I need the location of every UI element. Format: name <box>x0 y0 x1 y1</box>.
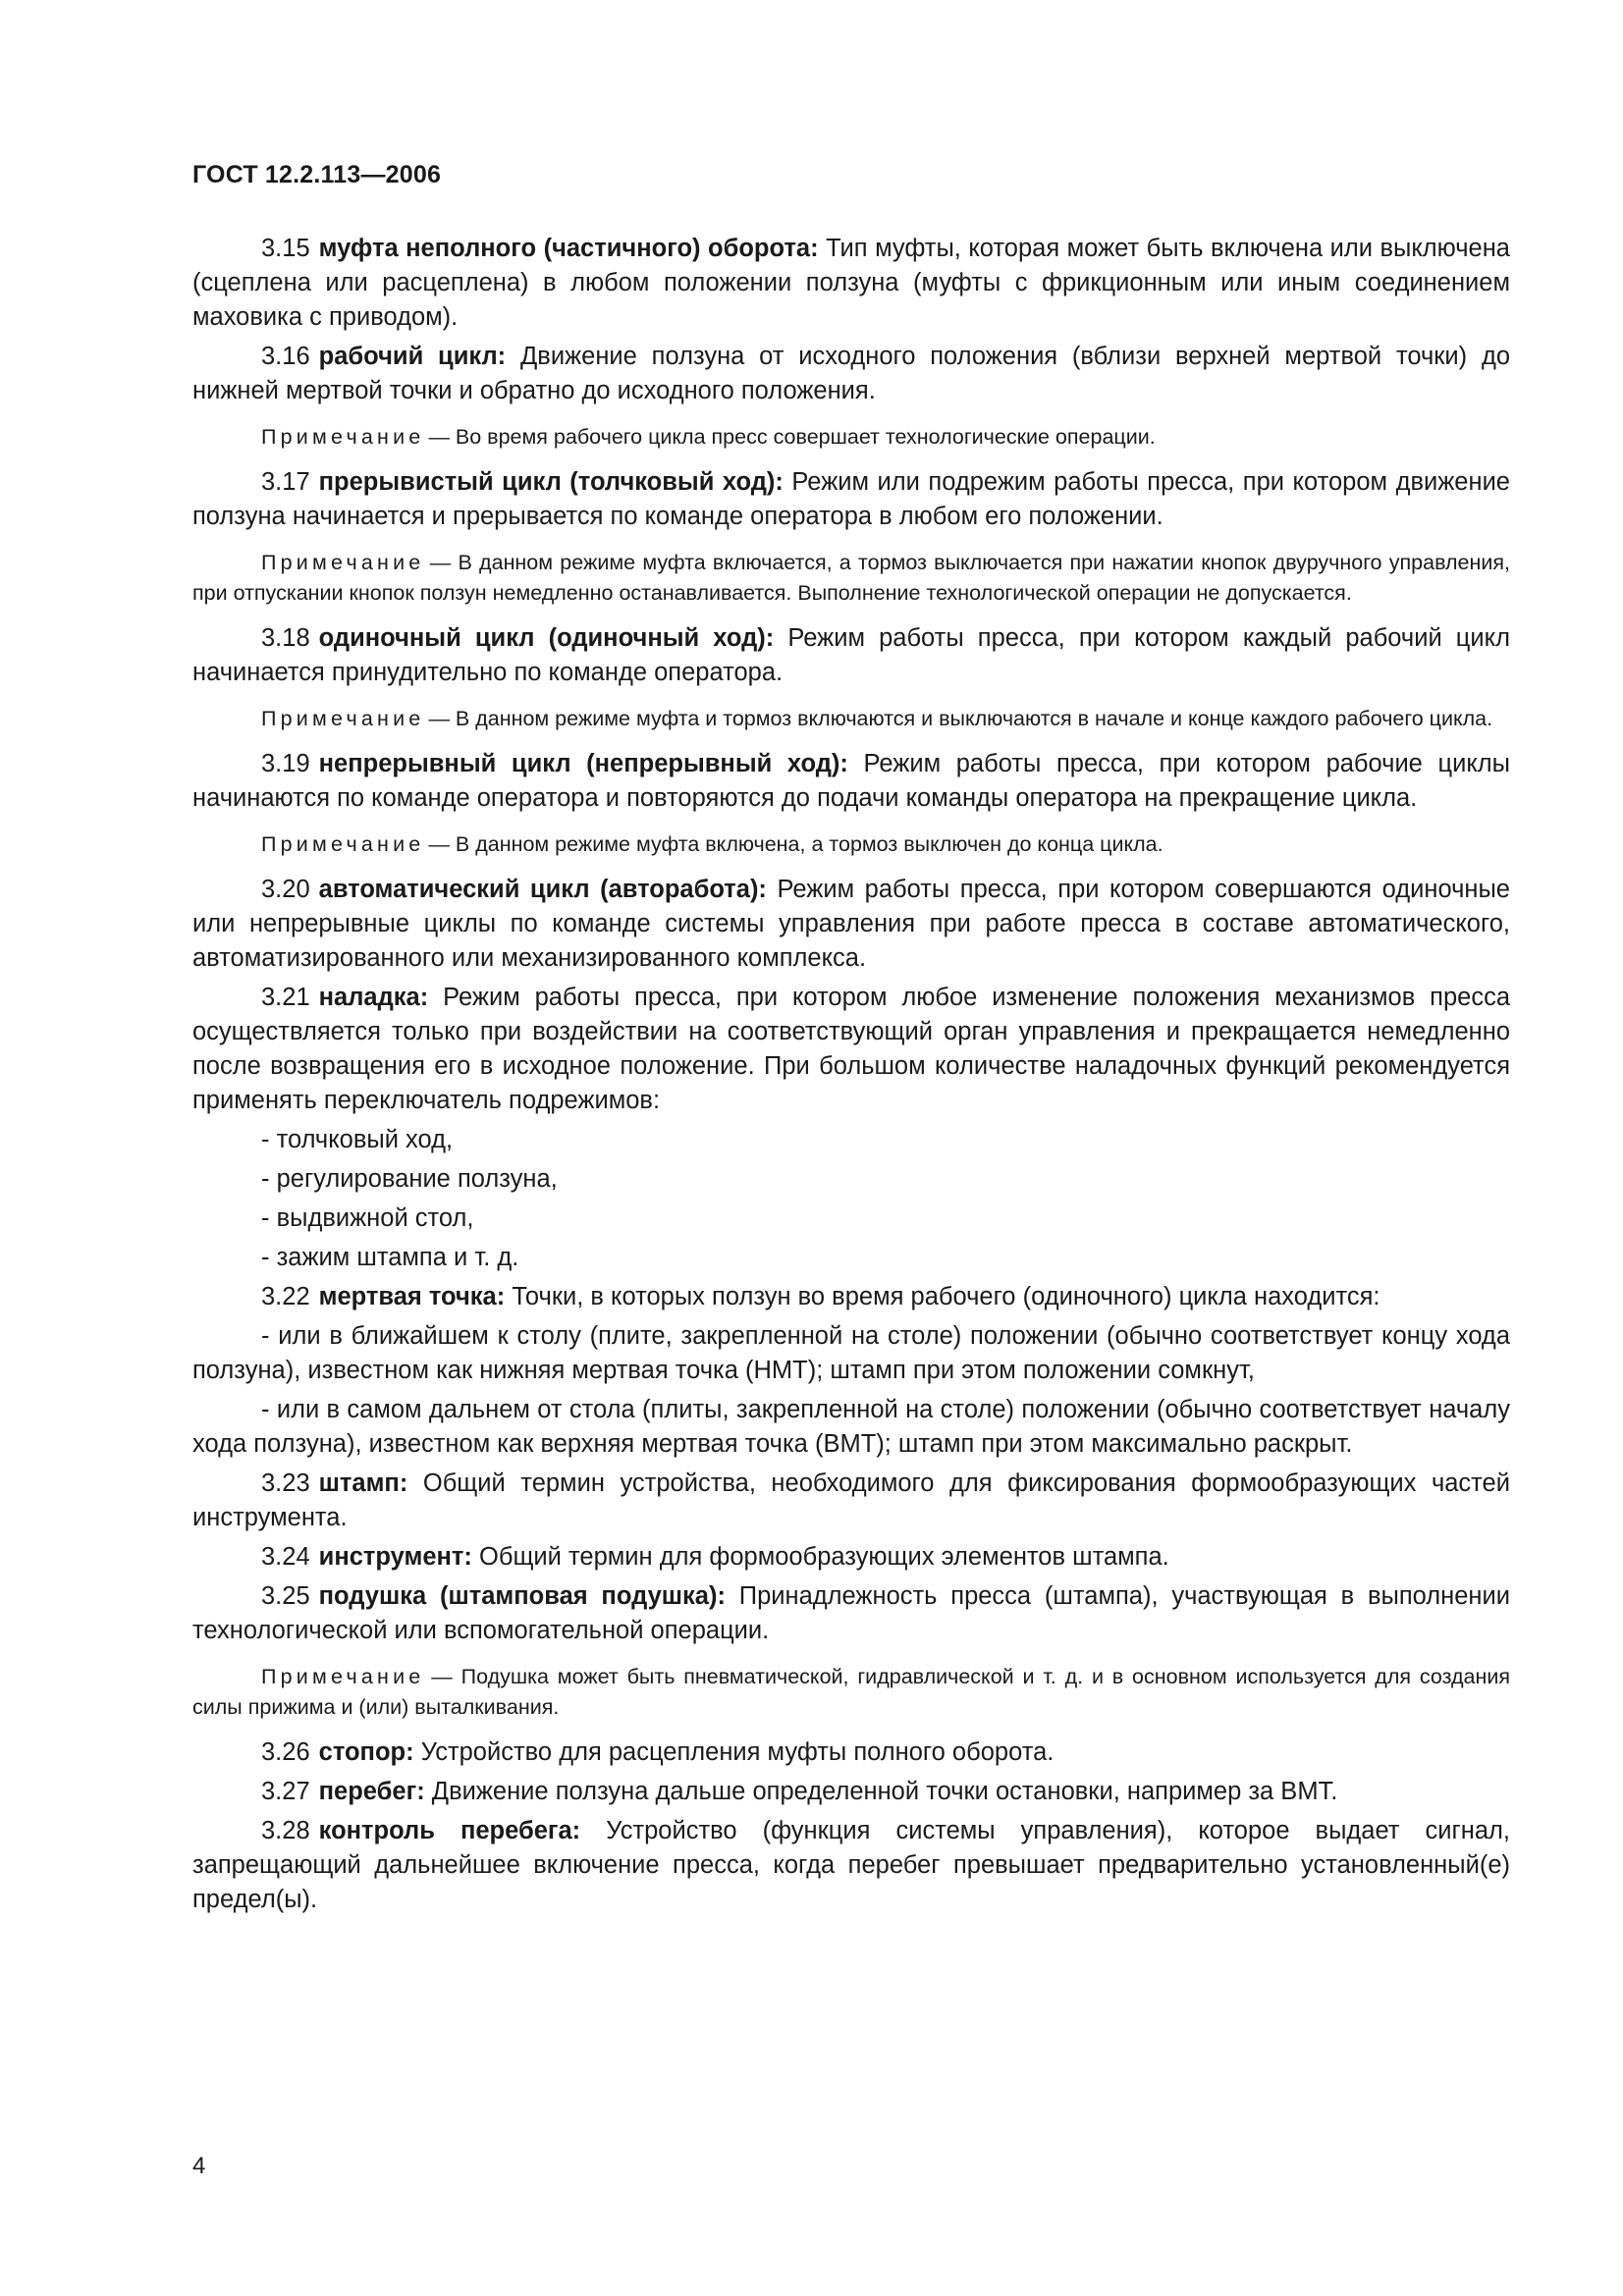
note-text: — Подушка может быть пневматической, гидравлической и т. д. и в основном используется для создания силы прижима и (или) выталкивания. <box>192 1665 1510 1719</box>
term: подушка (штамповая подушка): <box>318 1582 726 1610</box>
clause-number: 3.15 <box>261 235 310 262</box>
clause-number: 3.19 <box>261 750 310 777</box>
definition-text: Тип муфты, которая может быть включена или выключена (сцеплена или расцеплена) в любом положении ползуна (муфты с фрикционным или иным соединением маховика с приводом). <box>192 235 1510 331</box>
note-label: Примечание <box>261 707 425 730</box>
note-text: — В данном режиме муфта и тормоз включаются и выключаются в начале и конце каждого рабочего цикла. <box>428 707 1493 730</box>
definition-text: Режим работы пресса, при котором рабочие циклы начинаются по команде оператора и повторяются до подачи команды оператора на прекращение цикла. <box>192 750 1510 812</box>
definition-text: Принадлежность пресса (штампа), участвующая в выполнении технологической или вспомогательной операции. <box>192 1582 1510 1644</box>
paragraph: - или в самом дальнем от стола (плиты, закрепленной на столе) положении (обычно соответствует началу хода ползуна), известном как верхняя мертвая точка (ВМТ); штамп при этом максимально раскрыт. <box>192 1396 1510 1458</box>
term: наладка: <box>318 984 429 1011</box>
term: прерывистый цикл (толчковый ход): <box>318 468 784 496</box>
clause-number: 3.17 <box>261 468 310 496</box>
clause-number: 3.28 <box>261 1817 310 1844</box>
term-definition-3-27 <box>192 1775 1510 1809</box>
definition-text: Устройство для расцепления муфты полного оборота. <box>420 1738 1055 1766</box>
term-definition-3-22 <box>192 1280 1510 1314</box>
note-3-17 <box>192 548 1510 609</box>
note-text: — В данном режиме муфта включается, а тормоз выключается при нажатии кнопок двуручного управления, при отпускании кнопок ползун немедленно останавливается. Выполнение технологической операции не допускается. <box>192 551 1511 605</box>
definition-text: Режим работы пресса, при котором совершаются одиночные или непрерывные циклы по команде системы управления при работе пресса в составе автоматического, автоматизированного или механизированного комплекса. <box>192 876 1510 972</box>
term: перебег: <box>318 1778 425 1805</box>
document-header: ГОСТ 12.2.113—2006 <box>192 161 442 188</box>
list-item: - выдвижной стол, <box>261 1204 474 1232</box>
term: мертвая точка: <box>318 1283 506 1310</box>
term-definition-3-20 <box>192 873 1510 976</box>
term: инструмент: <box>318 1543 472 1571</box>
term: стопор: <box>318 1738 414 1766</box>
definition-text: Движение ползуна дальше определенной точки остановки, например за ВМТ. <box>431 1778 1338 1805</box>
clause-number: 3.16 <box>261 343 310 370</box>
term: непрерывный цикл (непрерывный ход): <box>318 750 848 777</box>
term-definition-3-21 <box>192 981 1510 1118</box>
term: рабочий цикл: <box>318 343 507 370</box>
clause-number: 3.22 <box>261 1283 310 1310</box>
term: контроль перебега: <box>318 1817 581 1844</box>
clause-number: 3.24 <box>261 1543 310 1571</box>
note-label: Примечание <box>261 1665 425 1688</box>
term: штамп: <box>318 1469 408 1497</box>
clause-number: 3.26 <box>261 1738 310 1766</box>
definition-text: Устройство (функция системы управления), которое выдает сигнал, запрещающий дальнейшее включение пресса, когда перебег превышает предварительно установленный(е) предел(ы). <box>192 1817 1511 1913</box>
term-definition-3-16 <box>192 340 1510 408</box>
clause-number: 3.18 <box>261 624 310 652</box>
note-text: — В данном режиме муфта включена, а тормоз выключен до конца цикла. <box>428 832 1163 856</box>
note-label: Примечание <box>261 832 425 856</box>
term: одиночный цикл (одиночный ход): <box>318 624 775 652</box>
term-definition-3-17 <box>192 465 1510 534</box>
term-definition-3-28 <box>192 1814 1510 1917</box>
definition-text: Общий термин устройства, необходимого для фиксирования формообразующих частей инструмента. <box>192 1469 1510 1531</box>
note-3-25 <box>192 1662 1510 1723</box>
term: автоматический цикл (авторабота): <box>318 876 767 903</box>
document-body <box>192 232 1510 1922</box>
term-definition-3-19 <box>192 747 1510 816</box>
page-number: 4 <box>192 2153 206 2179</box>
note-label: Примечание <box>261 551 425 574</box>
term-definition-3-23 <box>192 1467 1510 1535</box>
term-definition-3-25 <box>192 1579 1510 1648</box>
definition-text: Движение ползуна от исходного положения (вблизи верхней мертвой точки) до нижней мертвой точки и обратно до исходного положения. <box>192 343 1511 404</box>
clause-number: 3.20 <box>261 876 310 903</box>
note-3-19 <box>192 829 1510 860</box>
note-3-18 <box>192 704 1510 734</box>
clause-number: 3.25 <box>261 1582 310 1610</box>
clause-number: 3.23 <box>261 1469 310 1497</box>
note-label: Примечание <box>261 425 425 449</box>
definition-text: Режим работы пресса, при котором каждый рабочий цикл начинается принудительно по команде оператора. <box>192 624 1510 686</box>
term-definition-3-18 <box>192 621 1510 690</box>
list-item: - регулирование ползуна, <box>261 1165 558 1193</box>
definition-text: Режим или подрежим работы пресса, при котором движение ползуна начинается и прерывается по команде оператора в любом его положении. <box>192 468 1510 530</box>
clause-number: 3.27 <box>261 1778 310 1805</box>
term-definition-3-26 <box>192 1735 1510 1770</box>
clause-number: 3.21 <box>261 984 310 1011</box>
note-3-16 <box>192 422 1510 453</box>
definition-text: Общий термин для формообразующих элементов штампа. <box>479 1543 1169 1571</box>
note-text: — Во время рабочего цикла пресс совершает технологические операции. <box>428 425 1156 449</box>
definition-text: Точки, в которых ползун во время рабочего (одиночного) цикла находится: <box>512 1283 1380 1310</box>
term-definition-3-15 <box>192 232 1510 335</box>
list-item: - толчковый ход, <box>261 1126 454 1153</box>
paragraph: - или в ближайшем к столу (плите, закрепленной на столе) положении (обычно соответствует концу хода ползуна), известном как нижняя мертвая точка (НМТ); штамп при этом положении сомкнут, <box>192 1322 1510 1384</box>
definition-text: Режим работы пресса, при котором любое изменение положения механизмов пресса осуществляется только при воздействии на соответствующий орган управления и прекращается немедленно после возвращения его в исходное положение. При большом количестве наладочных функций рекомендуется применять переключатель подрежимов: <box>192 984 1511 1114</box>
term: муфта неполного (частичного) оборота: <box>318 235 819 262</box>
list-item: - зажим штампа и т. д. <box>261 1244 519 1271</box>
term-definition-3-24 <box>192 1540 1510 1575</box>
